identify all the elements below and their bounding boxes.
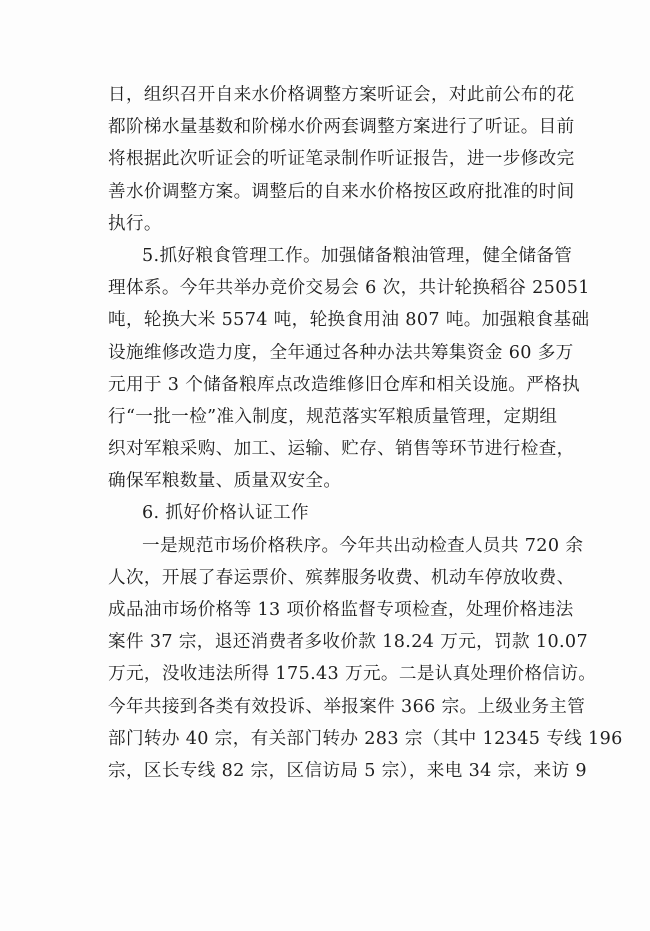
text-line: 行“一批一检”准入制度，规范落实军粮质量管理，定期组 [108,406,558,427]
text-line: 今年共接到各类有效投诉、举报案件 366 宗。上级业务主管 [108,696,586,717]
section-heading-line: 5.抓好粮食管理工作。加强储备粮油管理，健全储备管 [142,245,573,266]
text-line: 部门转办 40 宗，有关部门转办 283 宗（其中 12345 专线 196 [108,728,623,749]
text-line: 人次，开展了春运票价、殡葬服务收费、机动车停放收费、 [108,567,575,588]
text-line: 万元，没收违法所得 175.43 万元。二是认真处理价格信访。 [108,664,597,685]
text-line: 理体系。今年共举办竞价交易会 6 次，共计轮换稻谷 25051 [108,278,590,299]
text-line: 设施维修改造力度，全年通过各种办法共筹集资金 60 多万 [108,342,574,363]
text-line: 善水价调整方案。调整后的自来水价格按区政府批准的时间 [108,181,575,202]
text-line: 元用于 3 个储备粮库点改造维修旧仓库和相关设施。严格执 [108,374,581,395]
document-body [108,79,623,787]
section-heading: 6. 抓好价格认证工作 [142,503,309,524]
text-line: 案件 37 宗，退还消费者多收价款 18.24 万元，罚款 10.07 [108,632,589,653]
text-line: 成品油市场价格等 13 项价格监督专项检查，处理价格违法 [108,600,574,620]
text-line: 执行。 [108,213,162,234]
text-line: 吨，轮换大米 5574 吨，轮换食用油 807 吨。加强粮食基础 [108,310,590,331]
text-line: 织对军粮采购、加工、运输、贮存、销售等环节进行检查， [108,439,575,460]
text-line: 宗，区长专线 82 宗，区信访局 5 宗），来电 34 宗，来访 9 [108,760,587,781]
text-line: 一是规范市场价格秩序。今年共出动检查人员共 720 余 [142,535,584,556]
text-line: 都阶梯水量基数和阶梯水价两套调整方案进行了听证。目前 [108,117,575,138]
text-line: 确保军粮数量、质量双安全。 [108,471,342,492]
text-line: 日，组织召开自来水价格调整方案听证会，对此前公布的花 [108,85,575,105]
text-line: 将根据此次听证会的听证笔录制作听证报告，进一步修改完 [108,149,575,170]
